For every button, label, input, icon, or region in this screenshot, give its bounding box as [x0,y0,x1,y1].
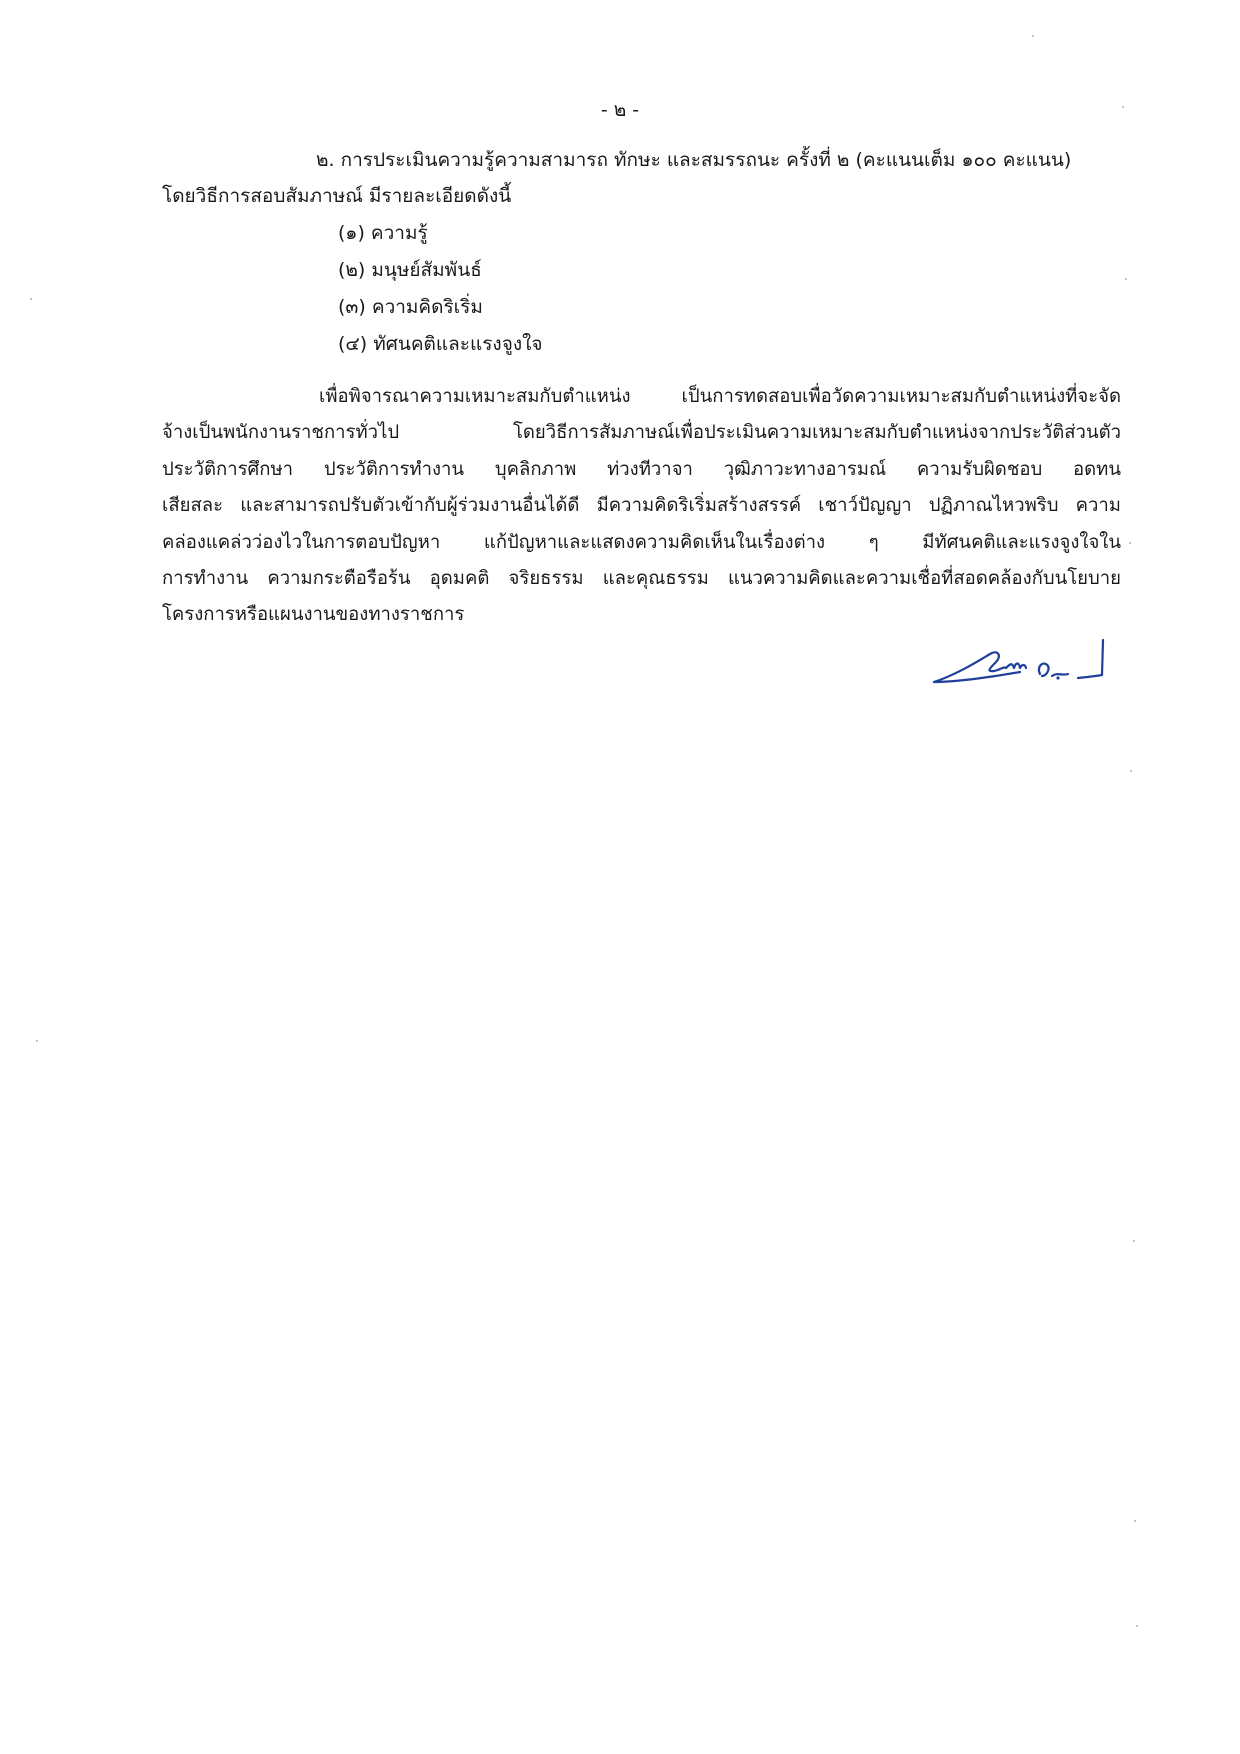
paragraph-line: จ้างเป็นพนักงานราชการทั่วไป โดยวิธีการสัมภาษณ์เพื่อประเมินความเหมาะสมกับตำแหน่งจากประวัติส่วนตัว [162,422,1121,443]
paragraph-line: การทำงาน ความกระตือรือร้น อุดมคติ จริยธรรม และคุณธรรม แนวความคิดและความเชื่อที่สอดคล้องกับนโยบาย [162,568,1121,589]
paragraph-line: คล่องแคล่วว่องไวในการตอบปัญหา แก้ปัญหาและแสดงความคิดเห็นในเรื่องต่าง ๆ มีทัศนคติและแรงจูงใจใน [162,532,1121,553]
page-number: - ๒ - [600,99,640,121]
criteria-item-human-relations: (๒) มนุษย์สัมพันธ์ [338,259,482,281]
paragraph-line: ประวัติการศึกษา ประวัติการทำงาน บุคลิกภาพ ท่วงทีวาจา วุฒิภาวะทางอารมณ์ ความรับผิดชอบ อดทน [162,459,1121,480]
paragraph-line: โครงการหรือแผนงานของทางราชการ [162,604,465,625]
criteria-item-initiative: (๓) ความคิดริเริ่ม [338,296,483,318]
criteria-item-knowledge: (๑) ความรู้ [338,222,428,244]
section-heading: ๒. การประเมินความรู้ความสามารถ ทักษะ และสมรรถนะ ครั้งที่ ๒ (คะแนนเต็ม ๑๐๐ คะแนน) [316,149,1072,171]
section-heading-continued: โดยวิธีการสอบสัมภาษณ์ มีรายละเอียดดังนี้ [162,185,512,207]
paragraph-line: เพื่อพิจารณาความเหมาะสมกับตำแหน่ง เป็นการทดสอบเพื่อวัดความเหมาะสมกับตำแหน่งที่จะจัด [319,386,1121,407]
criteria-item-attitude: (๔) ทัศนคติและแรงจูงใจ [338,333,543,355]
paragraph-line: เสียสละ และสามารถปรับตัวเข้ากับผู้ร่วมงานอื่นได้ดี มีความคิดริเริ่มสร้างสรรค์ เชาว์ปัญญา ปฏิภาณไหวพริบ ความ [162,495,1121,516]
handwritten-signature [928,638,1128,698]
